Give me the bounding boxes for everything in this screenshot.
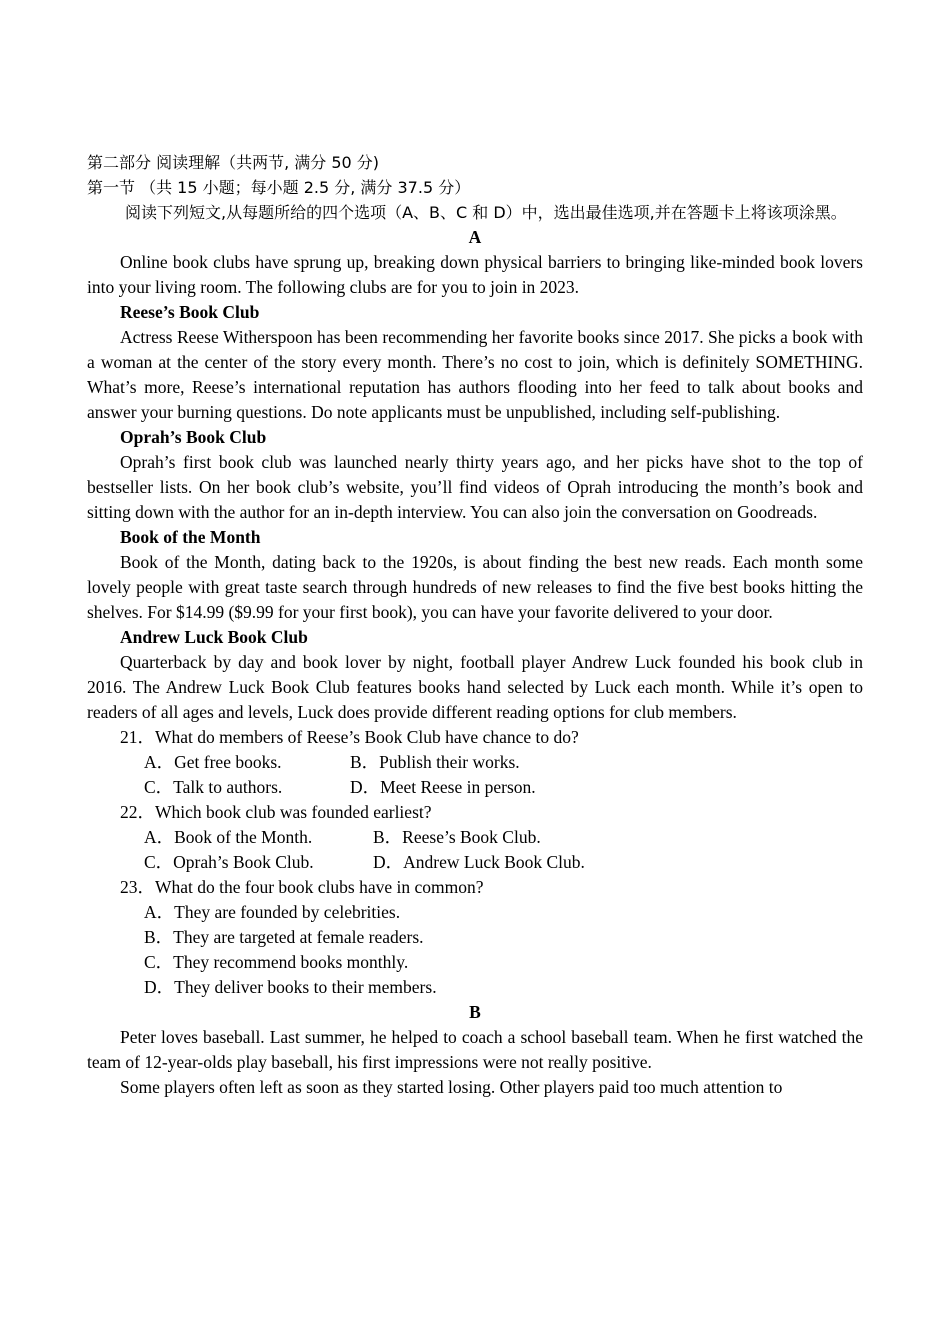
option-d: D．Meet Reese in person. (350, 777, 536, 797)
section-heading: 第一节 （共 15 小题；每小题 2.5 分, 满分 37.5 分） (87, 178, 471, 197)
question-options (144, 750, 863, 800)
club-title: Oprah’s Book Club (120, 427, 267, 447)
option-c: C．Talk to authors. (144, 777, 283, 797)
option-b: B．They are targeted at female readers. (144, 927, 424, 947)
option-a: A．They are founded by celebrities. (144, 902, 401, 922)
club-title: Andrew Luck Book Club (120, 627, 308, 647)
question-options (144, 825, 863, 875)
question-stem: 23．What do the four book clubs have in common? (120, 877, 484, 897)
passage-b-label: B (469, 1002, 481, 1022)
passage-a-intro: Online book clubs have sprung up, breaking down physical barriers to bringing like-minded book lovers into your living room. The following clubs are for you to join in 2023. (87, 252, 863, 297)
instruction-text: 阅读下列短文,从每题所给的四个选项（A、B、C 和 D）中，选出最佳选项,并在答题卡上将该项涂黑。 (125, 203, 847, 222)
passage-a-label: A (468, 227, 482, 247)
club-title: Reese’s Book Club (120, 302, 260, 322)
club-description: Quarterback by day and book lover by night, football player Andrew Luck founded his book club in 2016. The Andrew Luck Book Club features books hand selected by Luck each month. While it’s open to readers of all ages and levels, Luck does provide different reading options for club members. (87, 652, 863, 722)
option-a: A．Book of the Month. (144, 827, 313, 847)
club-description: Book of the Month, dating back to the 1920s, is about finding the best new reads. Each month some lovely people with great taste search through hundreds of new releases to find the five best books hitting the shelves. For $14.99 ($9.99 for your first book), you can have your favorite delivered to your door. (87, 552, 863, 622)
passage-b-paragraph: Peter loves baseball. Last summer, he helped to coach a school baseball team. When he first watched the team of 12-year-olds play baseball, his first impressions were not really positive. (87, 1027, 863, 1072)
option-b: B．Reese’s Book Club. (373, 827, 541, 847)
option-a: A．Get free books. (144, 752, 282, 772)
question-stem: 22．Which book club was founded earliest? (120, 802, 432, 822)
option-d: D．Andrew Luck Book Club. (373, 852, 585, 872)
option-d: D．They deliver books to their members. (144, 977, 437, 997)
exam-page (87, 150, 863, 1100)
option-b: B．Publish their works. (350, 752, 520, 772)
question-stem: 21．What do members of Reese’s Book Club have chance to do? (120, 727, 579, 747)
club-description: Oprah’s first book club was launched nearly thirty years ago, and her picks have shot to the top of bestseller lists. On her book club’s website, you’ll find videos of Oprah introducing the month’s book and sitting down with the author for an in-depth interview. You can also join the conversation on Goodreads. (87, 452, 863, 522)
question-options (144, 900, 863, 1000)
club-title: Book of the Month (120, 527, 261, 547)
part-heading: 第二部分 阅读理解（共两节, 满分 50 分) (87, 153, 380, 172)
option-c: C．Oprah’s Book Club. (144, 852, 314, 872)
passage-b-paragraph: Some players often left as soon as they started losing. Other players paid too much attention to (120, 1077, 783, 1097)
option-c: C．They recommend books monthly. (144, 952, 409, 972)
club-description: Actress Reese Witherspoon has been recommending her favorite books since 2017. She picks a book with a woman at the center of the story every month. There’s no cost to join, which is definitely SOMETHING. What’s more, Reese’s international reputation has authors flooding into her feed to talk about books and answer your burning questions. Do note applicants must be unpublished, including self-publishing. (87, 327, 863, 422)
